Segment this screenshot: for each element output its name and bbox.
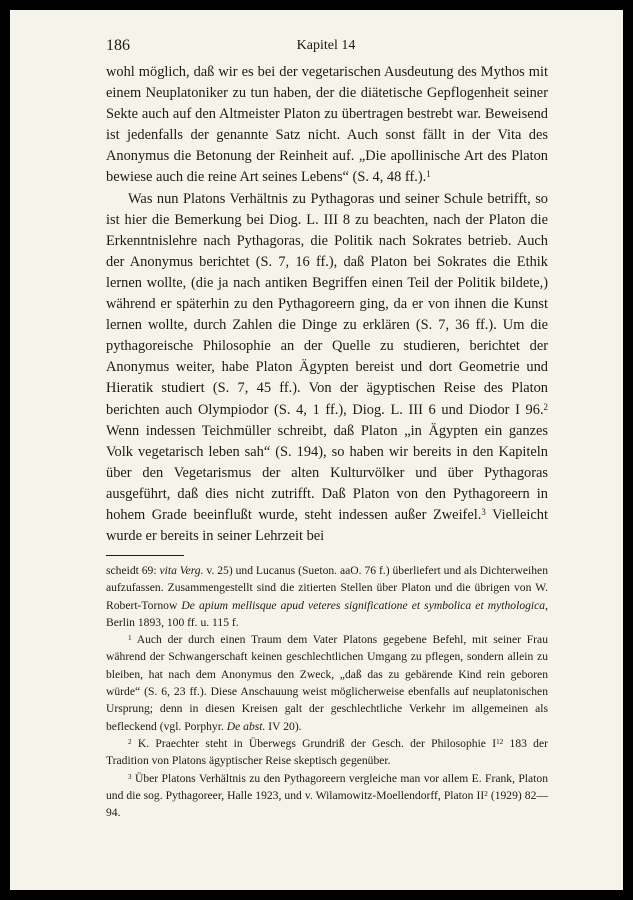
footnote-2-text-a: K. Praechter steht in Überwegs Grundriß der Gesch. der Philosophie I — [131, 736, 497, 750]
footnote-1-text-b: IV 20). — [265, 719, 302, 733]
paragraph-2-text-b: Wenn indessen Teichmüller schreibt, daß Platon „in Ägypten ein ganzes Volk vegetarisch leben sah“ (S. 194), so haben wir bereits in den Kapiteln über den Vegetarismus der alten Kulturvölker und über Pythagoras ausgeführt, daß dies nicht zutrifft. Daß Platon von den Pythagoreern in hohem Grade beeinflußt wurde, steht indessen außer Zweifel. — [106, 422, 548, 523]
footnote-2-edition: 12 — [496, 737, 504, 746]
footnote-3-mark: 3 — [128, 772, 132, 781]
footnote-1-italic: De abst. — [226, 719, 266, 733]
paragraph-1 — [106, 62, 548, 189]
paragraph-1-text: wohl möglich, daß wir es bei der vegetarischen Ausdeutung des Mythos mit einem Neuplatoniker zu tun haben, der die diätetische Gepflogenheit seiner Sekte auch auf den Altmeister Platon zu übertragen bestrebt war. Beweisend ist jedenfalls der genannte Satz nicht. Auch sonst fällt in der Vita des Anonymus die Betonung der Reinheit auf. „Die apollinische Art des Platon bewiese auch die reine Art seines Lebens“ (S. 4, 48 ff.). — [106, 64, 548, 186]
footnote-ref-1: 1 — [426, 169, 431, 180]
footnote-1 — [106, 631, 548, 735]
running-title: Kapitel 14 — [296, 38, 356, 53]
footnotes — [106, 562, 548, 821]
footnote-1-mark: 1 — [128, 633, 132, 642]
footnote-2 — [106, 735, 548, 770]
footnote-continued-text-b: v. 25) und Lucanus (Sueton. aaO. 76 f.) überliefert und als Dichterweihen aufzufassen. Zusammengestellt sind die zitierten Stellen über Platon und die übrigen von W. Robert-Tornow — [106, 564, 548, 612]
footnote-2-mark: 2 — [128, 737, 132, 746]
footnote-continued-text-c: , Berlin 1893, 100 ff. u. 115 f. — [106, 598, 548, 629]
footnote-ref-3: 3 — [481, 506, 486, 517]
footnote-2-text-b: 183 der Tradition von Platons ägyptischer Reise skeptisch gegenüber. — [106, 736, 548, 768]
footnote-3 — [106, 770, 548, 822]
paragraph-2-text-c: Vielleicht wurde er bereits in seiner Lehrzeit bei — [106, 506, 548, 545]
footnote-continued-text-a: scheidt 69: — [106, 564, 160, 577]
footnote-3-text-a: Über Platons Verhältnis zu den Pythagoreern vergleiche man vor allem E. Frank, Platon und die sog. Pythagoreer, Halle 1923, und v. Wilamowitz-Moellendorff, Platon II — [106, 771, 548, 802]
main-text — [106, 62, 548, 547]
page-number: 186 — [106, 37, 130, 54]
footnote-divider — [106, 555, 184, 556]
footnote-continued-italic-b: De apium mellisque apud veteres significatione et symbolica et mythologica — [181, 598, 546, 612]
footnote-ref-2: 2 — [543, 401, 548, 412]
page-header — [106, 36, 546, 56]
paragraph-2-text-a: Was nun Platons Verhältnis zu Pythagoras und seiner Schule betrifft, so ist hier die Bemerkung bei Diog. L. III 8 zu beachten, nach der Platon die Erkenntnislehre nach Pythagoras, die Politik nach Sokrates betrieb. Auch der Anonymus berichtet (S. 7, 16 ff.), daß Platon bei Sokrates die Ethik lernen wollte, (die ja nach antiken Begriffen einen Teil der Politik bildete,) während er späterhin zu den Pythagoreern ging, da er von ihnen die Kunst lernen wollte, durch Zahlen die Dinge zu erklären (S. 7, 36 ff.). Um die pythagoreische Philosophie an der Quelle zu studieren, berichtet der Anonymus weiter, habe Platon Ägypten bereist und dort Geometrie und Hieratik studiert (S. 7, 45 ff.). Von der ägyptischen Reise des Platon berichten auch Olympiodor (S. 4, 1 ff.), Diog. L. III 6 und Diodor I 96. — [106, 190, 548, 418]
footnote-continued — [106, 562, 548, 631]
book-page — [10, 10, 623, 890]
footnote-continued-italic-a: vita Verg. — [159, 564, 204, 577]
paragraph-2 — [106, 189, 548, 548]
footnote-3-edition: 2 — [484, 789, 488, 798]
footnote-3-text-b: (1929) 82—94. — [106, 788, 548, 820]
footnote-1-text-a: Auch der durch einen Traum dem Vater Platons gegebene Befehl, mit seiner Frau während der Schwangerschaft keinen geschlechtlichen Umgang zu pflegen, sondern allein zu bleiben, hat nach dem Anonymus den Zweck, „daß das zu gebärende Kind rein geboren würde“ (S. 6, 23 ff.). Diese Anschauung weist möglicherweise ebenfalls auf neuplatonischen Ursprung; denn in diesen Kreisen galt der geschlechtliche Verkehr im allgemeinen als befleckend (vgl. Porphyr. — [106, 633, 548, 733]
